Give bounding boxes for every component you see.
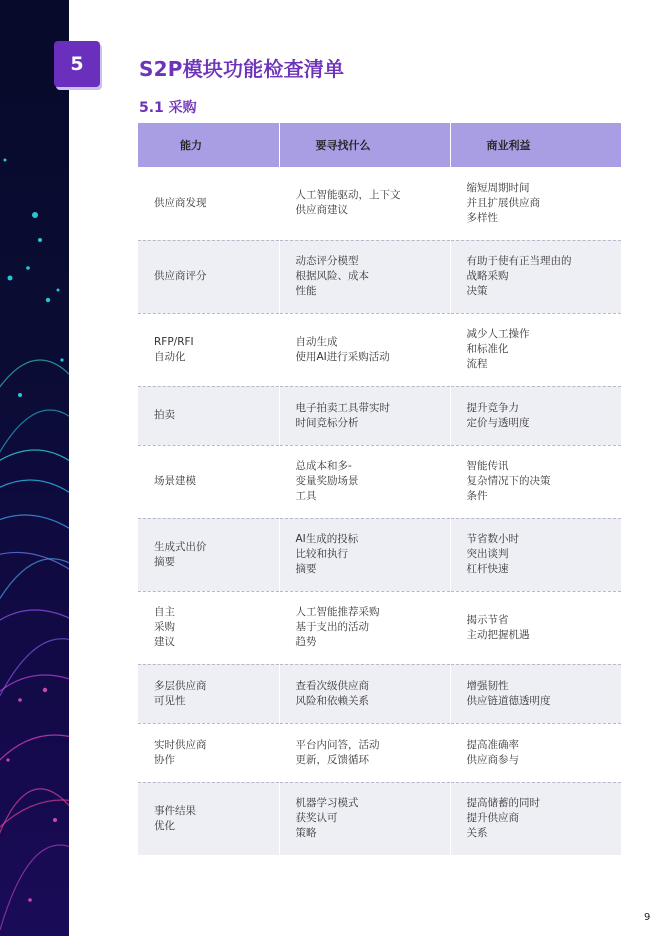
capability-cell: 供应商发现 (138, 167, 279, 240)
what-to-look-for-cell: 平台内问答，活动 更新，反馈循环 (279, 723, 450, 782)
business-benefit-cell: 提升竞争力 定价与透明度 (450, 386, 621, 445)
business-benefit-cell: 有助于使有正当理由的 战略采购 决策 (450, 240, 621, 313)
header-capability: 能力 (138, 123, 279, 167)
what-to-look-for-cell: AI生成的投标 比较和执行 摘要 (279, 518, 450, 591)
business-benefit-cell: 增强韧性 供应链道德透明度 (450, 664, 621, 723)
capability-cell: 多层供应商 可见性 (138, 664, 279, 723)
what-to-look-for-cell: 电子拍卖工具带实时 时间竞标分析 (279, 386, 450, 445)
what-to-look-for-cell: 总成本和多- 变量奖励场景 工具 (279, 445, 450, 518)
table-row (138, 445, 621, 518)
what-to-look-for-cell: 人工智能推荐采购 基于支出的活动 趋势 (279, 591, 450, 664)
light-streaks-graphic (0, 0, 69, 936)
what-to-look-for-cell: 机器学习模式 获奖认可 策略 (279, 782, 450, 855)
business-benefit-cell: 智能传讯 复杂情况下的决策 条件 (450, 445, 621, 518)
business-benefit-cell: 揭示节省 主动把握机遇 (450, 591, 621, 664)
capability-cell: 事件结果 优化 (138, 782, 279, 855)
table-row (138, 723, 621, 782)
table-row (138, 167, 621, 240)
chapter-number: 5 (70, 53, 84, 75)
capability-cell: 供应商评分 (138, 240, 279, 313)
capability-checklist-table (138, 123, 621, 855)
business-benefit-cell: 节省数小时 突出谈判 杠杆快速 (450, 518, 621, 591)
capability-cell: 场景建模 (138, 445, 279, 518)
section-title: 5.1 采购 (139, 100, 197, 116)
table-row (138, 782, 621, 855)
business-benefit-cell: 提高储蓄的同时 提升供应商 关系 (450, 782, 621, 855)
capability-cell: 生成式出价 摘要 (138, 518, 279, 591)
decorative-sidebar (0, 0, 69, 936)
chapter-number-badge (54, 41, 100, 87)
what-to-look-for-cell: 自动生成 使用AI进行采购活动 (279, 313, 450, 386)
capability-cell: 自主 采购 建议 (138, 591, 279, 664)
capability-cell: 实时供应商 协作 (138, 723, 279, 782)
capability-cell: 拍卖 (138, 386, 279, 445)
capability-cell: RFP/RFI 自动化 (138, 313, 279, 386)
header-what-to-look-for: 要寻找什么 (279, 123, 450, 167)
page-number: 9 (644, 912, 651, 923)
business-benefit-cell: 减少人工操作 和标准化 流程 (450, 313, 621, 386)
business-benefit-cell: 缩短周期时间 并且扩展供应商 多样性 (450, 167, 621, 240)
table-row (138, 313, 621, 386)
business-benefit-cell: 提高准确率 供应商参与 (450, 723, 621, 782)
table-row (138, 240, 621, 313)
table-header-row (138, 123, 621, 167)
table-row (138, 518, 621, 591)
what-to-look-for-cell: 查看次级供应商 风险和依赖关系 (279, 664, 450, 723)
header-business-benefit: 商业利益 (450, 123, 621, 167)
table-row (138, 664, 621, 723)
table-row (138, 386, 621, 445)
what-to-look-for-cell: 动态评分模型 根据风险、成本 性能 (279, 240, 450, 313)
page-title: S2P模块功能检查清单 (139, 57, 345, 81)
table-row (138, 591, 621, 664)
what-to-look-for-cell: 人工智能驱动，上下文 供应商建议 (279, 167, 450, 240)
